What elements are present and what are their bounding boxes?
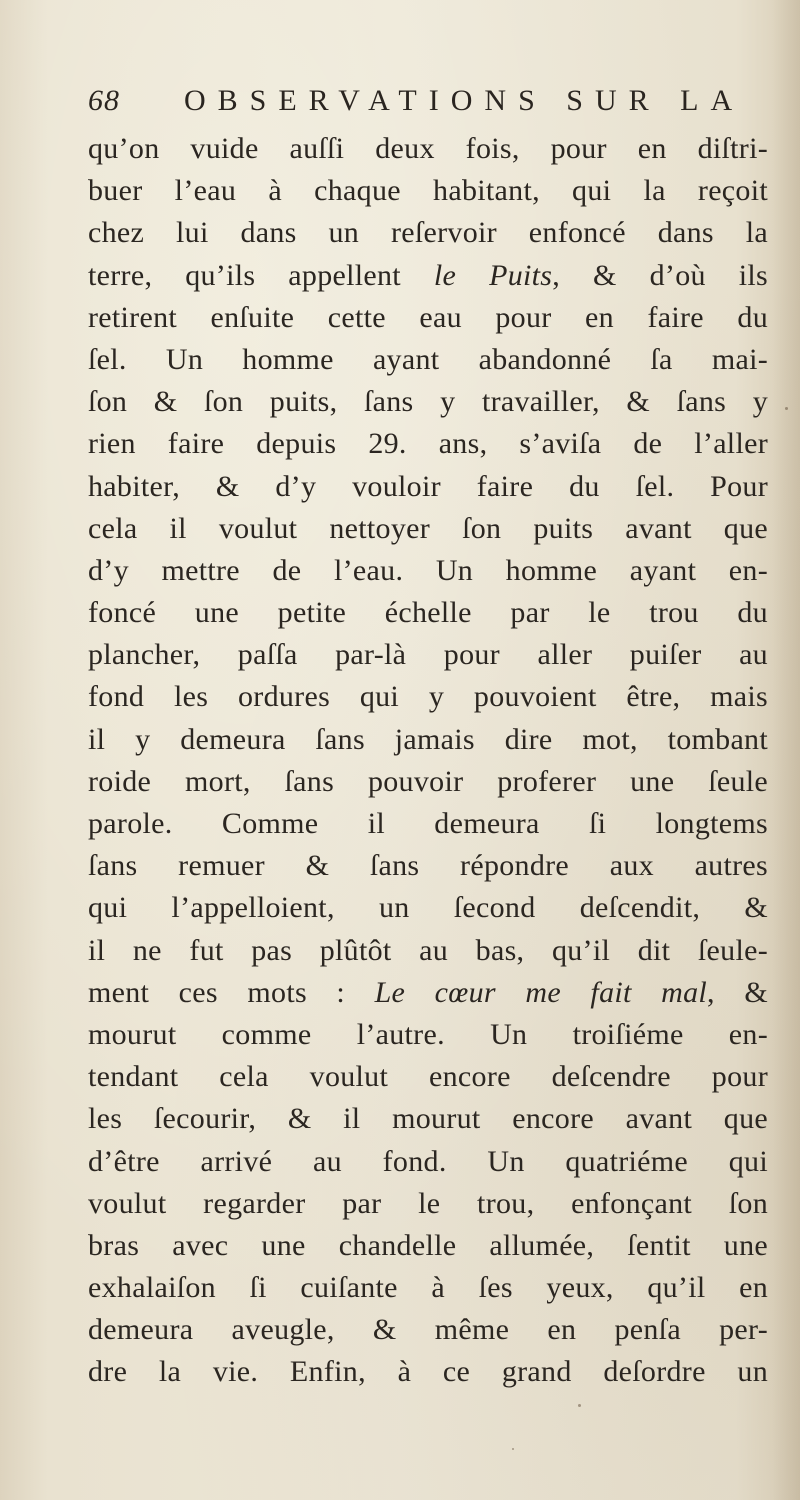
- text-fragment: , & d’où ils: [552, 258, 768, 292]
- text-line: demeura aveugle, & même en penſa per-: [88, 1313, 768, 1347]
- text-line: fond les ordures qui y pouvoient être, mais: [88, 680, 768, 714]
- text-line: ſon & ſon puits, ſans y travailler, & ſans y: [88, 385, 768, 419]
- paper-speck: [785, 407, 788, 410]
- page-number: 68: [88, 84, 120, 117]
- paper-speck: [578, 1404, 581, 1407]
- text-line: rien faire depuis 29. ans, s’aviſa de l’aller: [88, 427, 768, 461]
- text-line: ſans remuer & ſans répondre aux autres: [88, 849, 768, 883]
- body-text: [88, 128, 768, 1394]
- text-fragment: , &: [707, 975, 768, 1009]
- page-gutter-shadow: [772, 0, 800, 1500]
- text-line: voulut regarder par le trou, enfonçant ſon: [88, 1186, 768, 1220]
- text-line: [88, 255, 768, 297]
- text-line: buer l’eau à chaque habitant, qui la reçoit: [88, 174, 768, 208]
- text-line: il ne fut pas plûtôt au bas, qu’il dit ſeule-: [88, 933, 768, 967]
- text-line: bras avec une chandelle allumée, ſentit une: [88, 1228, 768, 1262]
- italic-phrase: le Puits: [433, 258, 553, 292]
- text-line: exhalaiſon ſi cuiſante à ſes yeux, qu’il en: [88, 1271, 768, 1305]
- text-line: roide mort, ſans pouvoir proferer une ſeule: [88, 764, 768, 798]
- page-header: [88, 84, 745, 124]
- text-fragment: terre, qu’ils appellent: [88, 258, 434, 292]
- text-line: mourut comme l’autre. Un troiſiéme en-: [88, 1017, 768, 1051]
- text-line: parole. Comme il demeura ſi longtems: [88, 807, 768, 840]
- italic-phrase: Le cœur me fait mal: [374, 975, 708, 1009]
- text-fragment: ment ces mots :: [88, 975, 375, 1009]
- text-line: tendant cela voulut encore deſcendre pour: [88, 1060, 768, 1094]
- text-line: plancher, paſſa par-là pour aller puiſer au: [88, 638, 768, 672]
- paper-speck: [512, 1448, 514, 1450]
- text-line: d’être arrivé au fond. Un quatriéme qui: [88, 1144, 768, 1178]
- text-line: foncé une petite échelle par le trou du: [88, 596, 768, 630]
- text-line: il y demeura ſans jamais dire mot, tombant: [88, 722, 768, 756]
- text-line: [88, 972, 768, 1014]
- text-line: chez lui dans un reſervoir enfoncé dans la: [88, 216, 768, 250]
- running-head: OBSERVATIONS SUR LA: [184, 84, 745, 117]
- text-line: qu’on vuide auſſi deux fois, pour en diſtri-: [88, 132, 768, 165]
- text-line: retirent enſuite cette eau pour en faire du: [88, 300, 768, 334]
- text-line: habiter, & d’y vouloir faire du ſel. Pour: [88, 469, 768, 503]
- text-line: d’y mettre de l’eau. Un homme ayant en-: [88, 553, 768, 587]
- text-line: cela il voulut nettoyer ſon puits avant que: [88, 511, 768, 545]
- text-line: dre la vie. Enfin, à ce grand deſordre un: [88, 1355, 768, 1389]
- text-line: ſel. Un homme ayant abandonné ſa mai-: [88, 342, 768, 376]
- text-line: les ſecourir, & il mourut encore avant que: [88, 1102, 768, 1136]
- text-line: qui l’appelloient, un ſecond deſcendit, &: [88, 891, 768, 925]
